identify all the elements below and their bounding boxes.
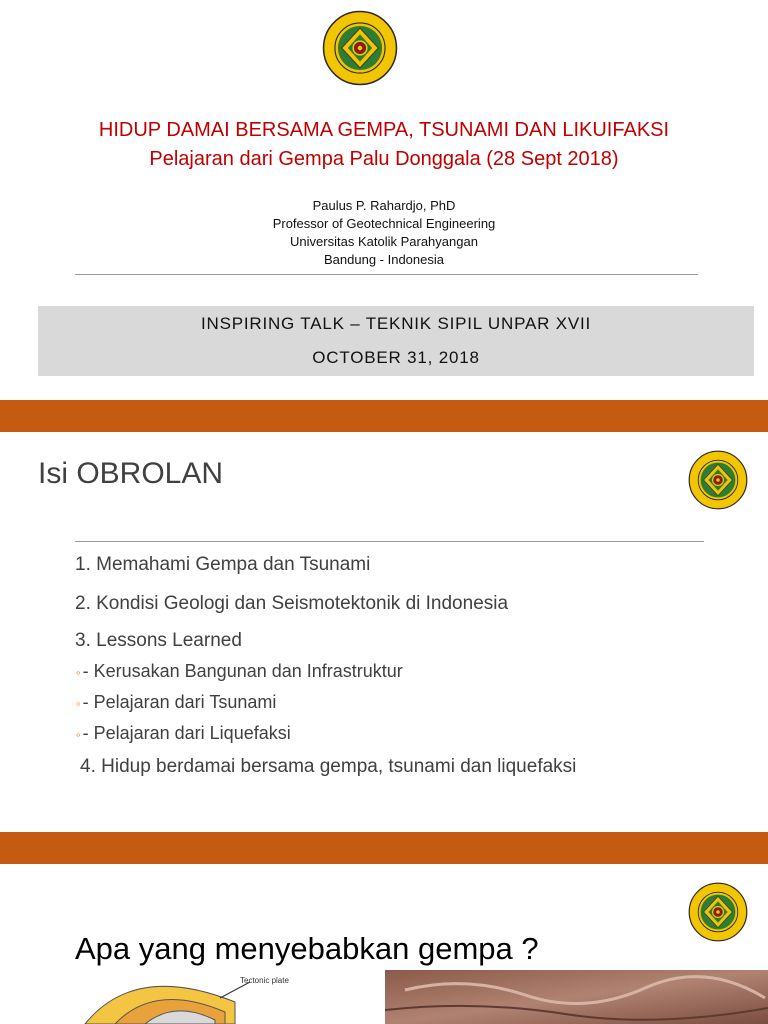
bullet-icon: ◦	[76, 727, 81, 742]
tectonic-plate-label: Tectonic plate	[240, 976, 289, 985]
author-info	[0, 197, 768, 269]
university-seal-logo	[322, 10, 398, 86]
event-banner	[38, 306, 754, 376]
slide-1-divider	[75, 274, 698, 275]
author-name: Paulus P. Rahardjo, PhD	[312, 198, 456, 213]
tectonic-map-image	[385, 970, 768, 1024]
university-seal-logo	[688, 882, 748, 942]
author-university: Universitas Katolik Parahyangan	[290, 234, 478, 249]
agenda-subitem-text: - Kerusakan Bangunan dan Infrastruktur	[82, 661, 403, 681]
slide-separator-band	[0, 400, 768, 432]
agenda-subitem	[76, 692, 276, 713]
slide-1	[0, 0, 768, 400]
agenda-subitem-text: - Pelajaran dari Liquefaksi	[82, 723, 291, 743]
university-seal-logo	[688, 450, 748, 510]
event-name: INSPIRING TALK – TEKNIK SIPIL UNPAR XVII	[200, 314, 592, 333]
bullet-icon: ◦	[76, 665, 81, 680]
slide-1-title-line1: HIDUP DAMAI BERSAMA GEMPA, TSUNAMI DAN LIKUIFAKSI	[98, 119, 670, 141]
author-location: Bandung - Indonesia	[324, 252, 444, 267]
agenda-item: 2. Kondisi Geologi dan Seismotektonik di Indonesia	[75, 593, 509, 614]
agenda-subitem	[76, 661, 403, 682]
slide-2-divider	[75, 541, 704, 542]
slide-2-title: Isi OBROLAN	[38, 457, 224, 490]
event-date: OCTOBER 31, 2018	[312, 348, 480, 367]
agenda-item: 4. Hidup berdamai bersama gempa, tsunami dan liquefaksi	[80, 756, 577, 777]
author-role: Professor of Geotechnical Engineering	[272, 216, 496, 231]
slide-separator-band	[0, 832, 768, 864]
agenda-subitem	[76, 723, 291, 744]
agenda-item: 1. Memahami Gempa dan Tsunami	[75, 554, 371, 575]
slide-1-title-line2: Pelajaran dari Gempa Palu Donggala (28 Sept 2018)	[149, 148, 619, 170]
bullet-icon: ◦	[76, 696, 81, 711]
slide-3-title: Apa yang menyebabkan gempa ?	[75, 931, 539, 966]
agenda-subitem-text: - Pelajaran dari Tsunami	[82, 692, 277, 712]
agenda-item: 3. Lessons Learned	[75, 630, 242, 651]
